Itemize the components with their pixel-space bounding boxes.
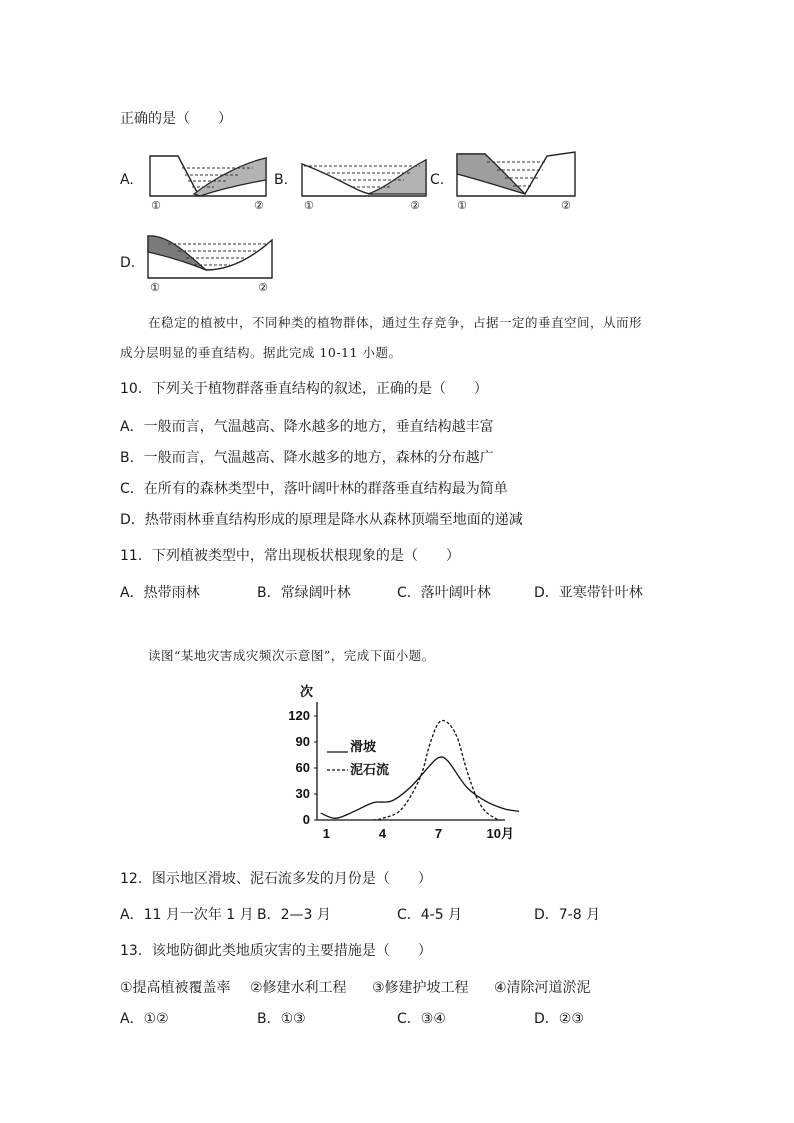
- q9-diagram-d: [146, 232, 276, 296]
- y-tick-label: 30: [295, 786, 310, 801]
- q10-option-c[interactable]: C．在所有的森林类型中，落叶阔叶林的群落垂直结构最为简单: [120, 481, 508, 497]
- q11-stem: 11．下列植被类型中，常出现板状根现象的是（ ）: [120, 548, 460, 564]
- q9-diagram-a: [148, 150, 270, 214]
- intro-10-11-line1: 在稳定的植被中，不同种类的植物群体，通过生存竞争，占据一定的垂直空间，从而形: [148, 315, 643, 330]
- q9-diagram-c: [455, 150, 579, 214]
- q11-option-b[interactable]: B．常绿阔叶林: [257, 585, 351, 601]
- q13-stem: 13．该地防御此类地质灾害的主要措施是（ ）: [120, 943, 432, 959]
- marker-right: ②: [410, 199, 420, 212]
- q10-option-d[interactable]: D．热带雨林垂直结构形成的原理是降水从森林顶端至地面的递减: [120, 512, 523, 528]
- q10-option-b[interactable]: B．一般而言，气温越高、降水越多的地方，森林的分布越广: [120, 450, 494, 466]
- marker-left: ①: [457, 199, 467, 212]
- q9-option-b-letter[interactable]: B.: [274, 172, 289, 188]
- q13-measure-2: ②修建水利工程: [250, 980, 347, 996]
- q13-option-b[interactable]: B．①③: [257, 1011, 306, 1027]
- x-tick-label: 7: [434, 826, 443, 841]
- q12-stem: 12．图示地区滑坡、泥石流多发的月份是（ ）: [120, 871, 432, 887]
- q9-option-c-letter[interactable]: C.: [430, 172, 445, 188]
- q9-stem-tail: 正确的是（ ）: [120, 111, 232, 127]
- q12-option-d[interactable]: D．7-8 月: [534, 907, 601, 923]
- q13-option-d[interactable]: D．②③: [534, 1011, 584, 1027]
- q13-measure-1: ①提高植被覆盖率: [120, 980, 231, 996]
- marker-right: ②: [258, 281, 268, 294]
- q13-measure-3: ③修建护坡工程: [372, 980, 469, 996]
- q13-measure-4: ④清除河道淤泥: [494, 980, 591, 996]
- marker-left: ①: [304, 199, 314, 212]
- q10-option-a[interactable]: A．一般而言，气温越高、降水越多的地方，垂直结构越丰富: [120, 419, 494, 435]
- y-tick-label: 90: [295, 734, 310, 749]
- q11-option-d[interactable]: D．亚寒带针叶林: [534, 585, 643, 601]
- disaster-frequency-chart: [280, 676, 520, 846]
- q10-stem: 10．下列关于植物群落垂直结构的叙述，正确的是（ ）: [120, 381, 488, 397]
- x-tick-label: 1: [322, 826, 330, 841]
- q9-diagram-b: [300, 150, 430, 214]
- legend-landslide-label: 滑坡: [350, 739, 377, 754]
- intro-10-11-line2: 成分层明显的垂直结构。据此完成 10-11 小题。: [120, 345, 402, 360]
- q12-option-b[interactable]: B．2—3 月: [257, 907, 331, 923]
- q11-option-c[interactable]: C．落叶阔叶林: [397, 585, 491, 601]
- q11-option-a[interactable]: A．热带雨林: [120, 585, 200, 601]
- legend-debris-flow-label: 泥石流: [350, 762, 390, 777]
- q9-option-d-letter[interactable]: D.: [120, 255, 136, 271]
- q13-option-c[interactable]: C．③④: [397, 1011, 446, 1027]
- q12-option-c[interactable]: C．4-5 月: [397, 907, 463, 923]
- x-tick-label: 10月: [486, 826, 514, 841]
- y-tick-label: 0: [302, 812, 310, 827]
- marker-right: ②: [561, 199, 571, 212]
- intro-12-13: 读图“某地灾害成灾频次示意图”，完成下面小题。: [148, 648, 435, 663]
- y-tick-label: 60: [295, 760, 310, 775]
- q12-option-a[interactable]: A．11 月一次年 1 月: [120, 907, 254, 923]
- q13-option-a[interactable]: A．①②: [120, 1011, 169, 1027]
- marker-left: ①: [150, 281, 160, 294]
- q9-option-a-letter[interactable]: A.: [120, 172, 134, 188]
- x-tick-label: 4: [378, 826, 387, 841]
- marker-right: ②: [254, 199, 264, 212]
- y-axis-label: 次: [300, 684, 314, 699]
- marker-left: ①: [151, 199, 161, 212]
- y-tick-label: 120: [288, 708, 310, 723]
- series-debris-flow-line: [373, 721, 498, 820]
